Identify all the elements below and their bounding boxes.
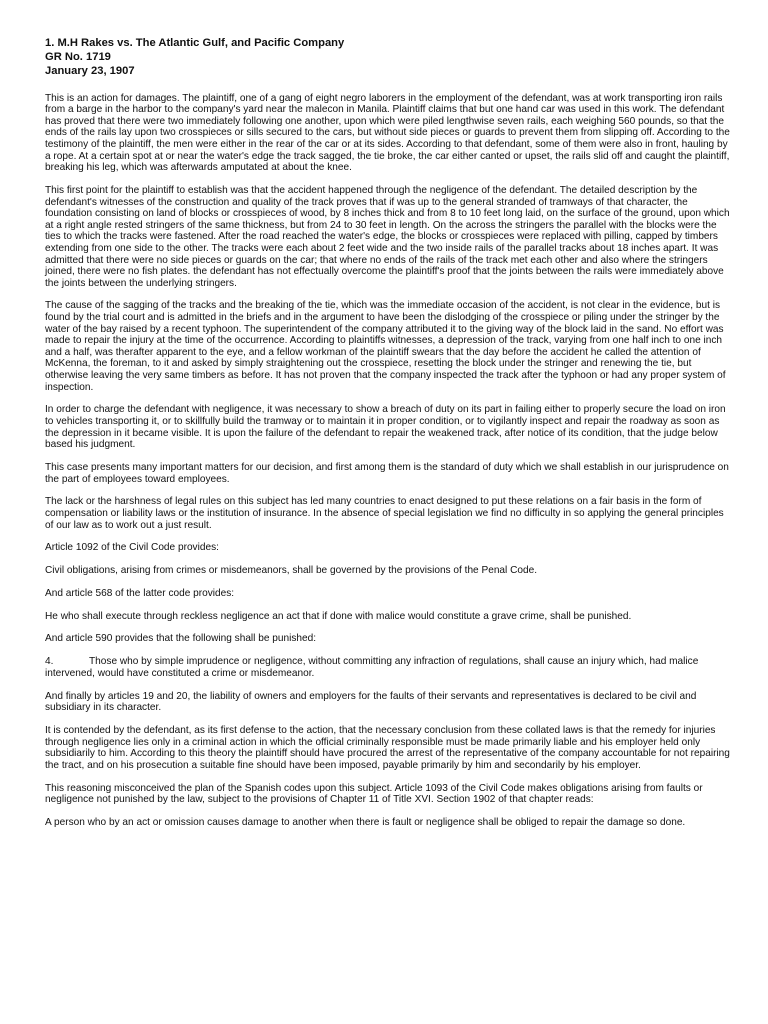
paragraph-legal-rules: The lack or the harshness of legal rules on this subject has led many countries to enact designed to put these relations on a fair basis in the form of compensation or liability laws or the institution of insurance. In the absence of special legislation we find no difficulty in so applying the general principles of our law as to work out a just result. bbox=[45, 496, 724, 531]
paragraph-track-construction: This first point for the plaintiff to establish was that the accident happened through the negligence of the defendant. The detailed description by the defendant's witnesses of the construction and quality of the track proves that if was up to the general stranded of tramways of that character, the foundation consisting on land of blocks or crosspieces of wood, by 8 inches thick and from 8 to 10 feet long laid, on the surface of the ground, upon which at a right angle rested stringers of the same thickness, but from 24 to 30 feet in length. On the across the stringers the parallel with the blocks were the ties to which the tracks were fastened. After the road reached the water's edge, the blocks or crosspieces were replaced with pilling, capped by timbers extending from one side to the other. The tracks were each about 2 feet wide and the two inside rails of the parallel tracks about 18 inches apart. It was admitted that there were no side pieces or guards on the car; that where no ends of the rails of the track met each other and also where the stringers joined, there were no fish plates. the defendant has not effectually overcome the plaintiff's proof that the joints between the rails were immediately above the joints between the underlying stringers. bbox=[45, 184, 730, 289]
paragraph-reckless-negligence: He who shall execute through reckless negligence an act that if done with malice would constitute a grave crime, shall be punished. bbox=[45, 610, 632, 622]
list-item-number: 4. bbox=[45, 656, 54, 668]
case-heading bbox=[45, 36, 730, 79]
gr-number: GR No. 1719 bbox=[45, 51, 111, 64]
paragraph-article-568: And article 568 of the latter code provides: bbox=[45, 587, 235, 599]
list-item-4 bbox=[45, 656, 730, 679]
paragraph-section-1902: A person who by an act or omission causes damage to another when there is fault or negligence shall be obliged to repair the damage so done. bbox=[45, 816, 686, 828]
paragraph-facts: This is an action for damages. The plaintiff, one of a gang of eight negro laborers in the employment of the defendant, was at work transporting iron rails from a barge in the harbor to the company's yard near the malecon in Manila. Plaintiff claims that but one hand car was used in this work. The defendant has proved that there were two immediately following one another, upon which were piled lengthwise seven rails, each weighing 560 pounds, so that the ends of the rails lay upon two crosspieces or sills secured to the cars, but without side pieces or guards to prevent them from slipping off. According to the testimony of the plaintiff, the men were either in the rear of the car or at its sides. According to that defendant, some of them were also in front, hauling by a rope. At a certain spot at or near the water's edge the track sagged, the tie broke, the car either canted or upset, the rails slid off and caught the plaintiff, breaking his leg, which was afterwards amputated at about the knee. bbox=[45, 92, 730, 174]
paragraph-standard-of-duty: This case presents many important matters for our decision, and first among them is the standard of duty which we shall establish in our jurisprudence on the part of employees toward employees. bbox=[45, 461, 729, 485]
paragraph-cause-of-sagging: The cause of the sagging of the tracks and the breaking of the tie, which was the immediate occasion of the accident, is not clear in the evidence, but is found by the trial court and is admitted in the briefs and in the argument to have been the dislodging of the crosspiece or piling under the stringer by the water of the bay raised by a recent typhoon. The superintendent of the company attributed it to the giving way of the block laid in the sand. No effort was made to repair the injury at the time of the occurrence. According to plaintiffs witnesses, a depression of the track, varying from one half inch to one inch and a half, was therafter apparent to the eye, and a fellow workman of the plaintiff swears that the day before the accident he called the attention of McKenna, the foreman, to it and asked by simply straightening out the crosspiece, resetting the block under the stringer and renewing the tie, but otherwise leaving the very same timbers as before. It has not proven that the company inspected the track after the typhoon or had any proper system of inspection. bbox=[45, 300, 726, 393]
paragraph-civil-obligations: Civil obligations, arising from crimes or misdemeanors, shall be governed by the provisions of the Penal Code. bbox=[45, 565, 538, 577]
paragraph-articles-19-20: And finally by articles 19 and 20, the liability of owners and employers for the faults of their servants and representatives is declared to be civil and subsidiary in its character. bbox=[45, 690, 697, 714]
paragraph-article-590: And article 590 provides that the following shall be punished: bbox=[45, 633, 317, 645]
paragraph-article-1092: Article 1092 of the Civil Code provides: bbox=[45, 542, 219, 554]
decision-date: January 23, 1907 bbox=[45, 65, 135, 78]
paragraph-spanish-codes: This reasoning misconceived the plan of the Spanish codes upon this subject. Article 1093 of the Civil Code makes obligations arising from faults or negligence not punished by the law, subject to the provisions of Chapter 11 of Title XVI. Section 1902 of that chapter reads: bbox=[45, 782, 703, 806]
paragraph-negligence-charge: In order to charge the defendant with negligence, it was necessary to show a breach of duty on its part in failing either to properly secure the load on iron to vehicles transporting it, or to skillfully build the tramway or to maintain it in proper condition, or to vigilantly inspect and repair the roadway as soon as the depression in it became visible. It is upon the failure of the defendant to repair the weakened track, after notice of its condition, that the judge below based his judgment. bbox=[45, 404, 726, 451]
case-title: 1. M.H Rakes vs. The Atlantic Gulf, and Pacific Company bbox=[45, 37, 345, 49]
list-item-text: Those who by simple imprudence or negligence, without committing any infraction of regulations, shall cause an injury which, had malice intervened, would have constituted a crime or misdemeanor. bbox=[45, 656, 699, 679]
paragraph-defense-contention: It is contended by the defendant, as its first defense to the action, that the necessary conclusion from these collated laws is that the remedy for injuries through negligence lies only in a criminal action in which the official criminally responsible must be made primarily liable and his employer held only subsidiarily to him. According to this theory the plaintiff should have procured the arrest of the representative of the company accountable for not repairing the tract, and on his prosecution a suitable fine should have been imposed, payable primarily by him and secondarily by his employer. bbox=[45, 724, 730, 771]
